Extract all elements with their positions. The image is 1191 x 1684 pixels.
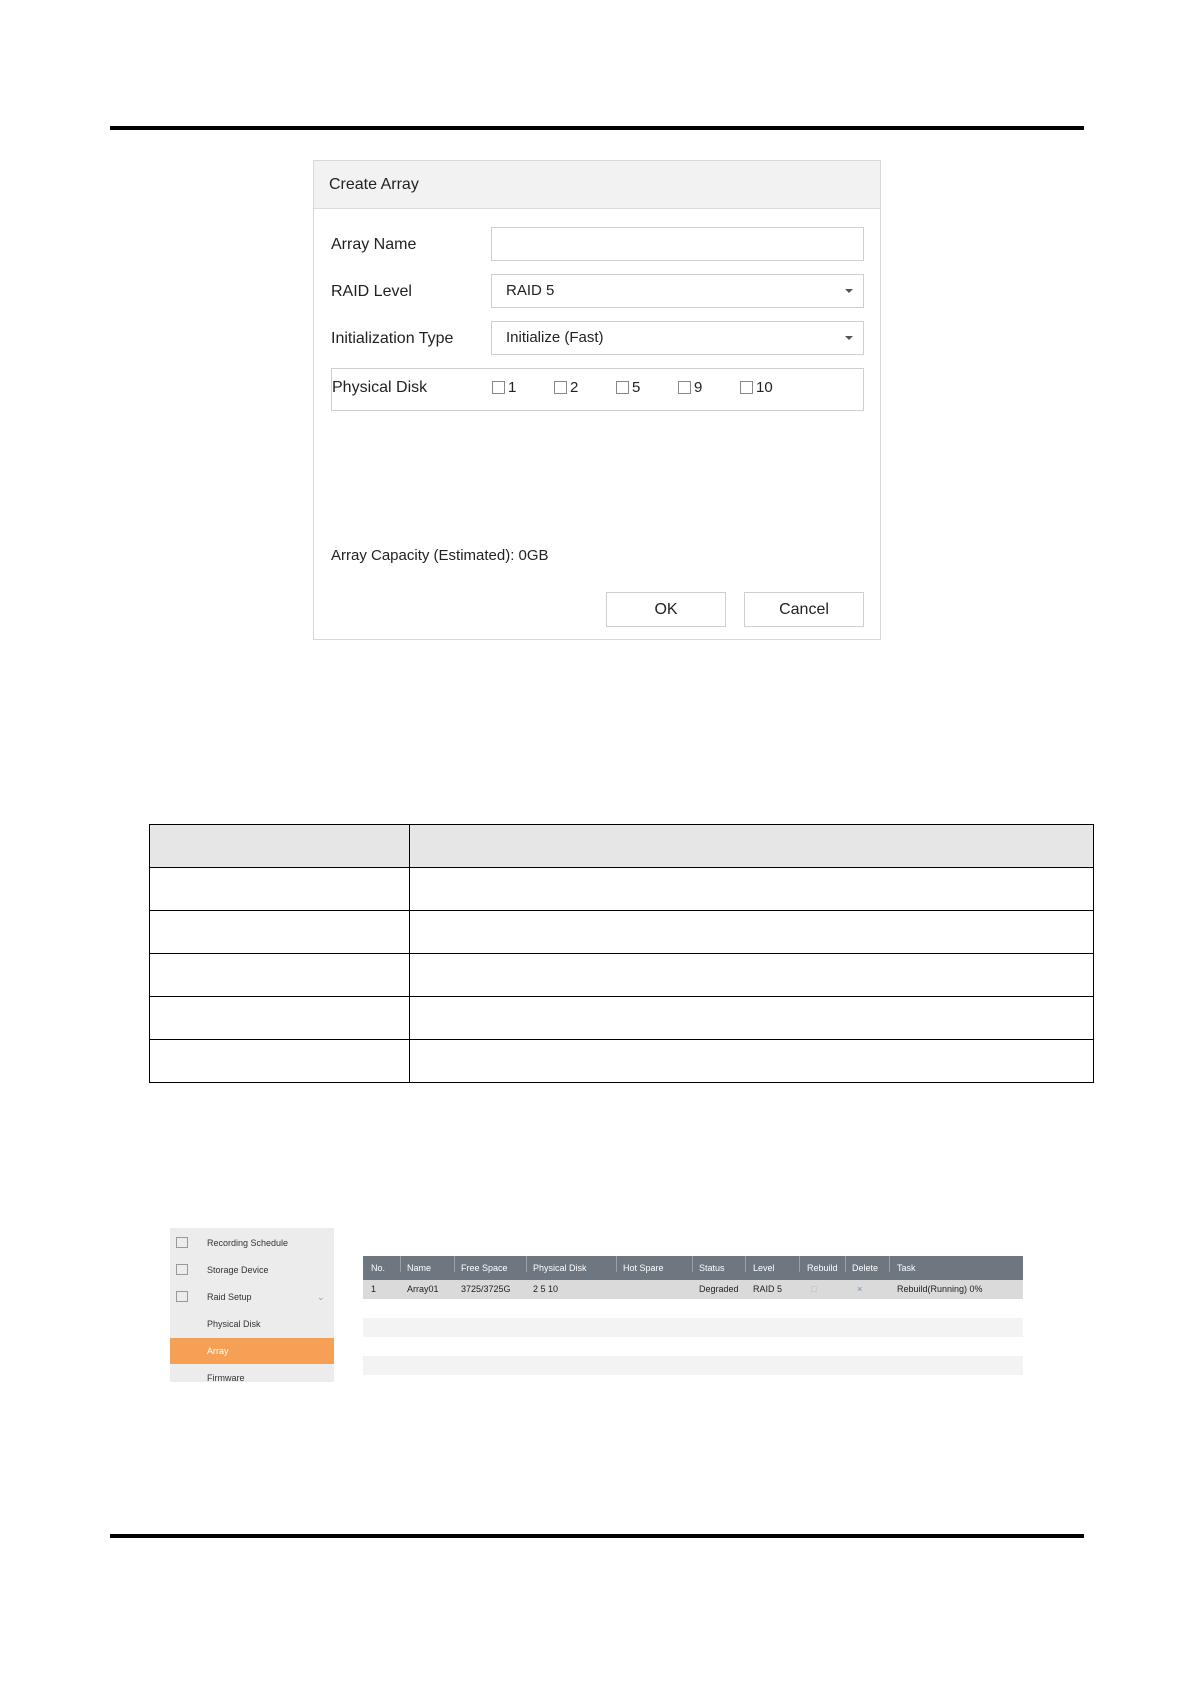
array-table (363, 1256, 1023, 1375)
header-rule (110, 126, 1084, 130)
chevron-down-icon (845, 289, 853, 293)
table-row (150, 868, 1094, 911)
table-row (150, 911, 1094, 954)
column-header: Physical Disk (533, 1263, 587, 1273)
checkbox-icon[interactable] (678, 381, 691, 394)
chevron-down-icon: ⌄ (317, 1292, 325, 1302)
delete-icon[interactable]: × (857, 1284, 863, 1294)
disk-option-10[interactable]: 10 (740, 379, 773, 396)
rebuild-icon[interactable]: □ (811, 1284, 817, 1294)
init-type-value: Initialize (Fast) (506, 329, 604, 346)
table-row (150, 954, 1094, 997)
checkbox-icon[interactable] (492, 381, 505, 394)
column-header: Hot Spare (623, 1263, 664, 1273)
init-type-label: Initialization Type (331, 330, 454, 347)
column-header: Rebuild (807, 1263, 838, 1273)
array-capacity-text: Array Capacity (Estimated): 0GB (331, 547, 549, 564)
column-header: Level (753, 1263, 775, 1273)
table-row (363, 1299, 1023, 1318)
cancel-button[interactable]: Cancel (744, 592, 864, 627)
row-level: RAID 5 (753, 1284, 783, 1294)
ok-button[interactable]: OK (606, 592, 726, 627)
array-name-label: Array Name (331, 236, 417, 253)
checkbox-icon[interactable] (616, 381, 629, 394)
physical-disk-group (331, 368, 864, 411)
column-header: Status (699, 1263, 725, 1273)
footer-rule (110, 1534, 1084, 1538)
disk-option-2[interactable]: 2 (554, 379, 578, 396)
dialog-title: Create Array (314, 161, 880, 209)
grid-icon (176, 1291, 188, 1302)
calendar-icon (176, 1237, 188, 1248)
row-no: 1 (371, 1284, 377, 1294)
checkbox-icon[interactable] (554, 381, 567, 394)
sidebar-item-firmware[interactable]: Firmware (207, 1373, 245, 1382)
table-row (363, 1318, 1023, 1337)
row-task: Rebuild(Running) 0% (897, 1284, 983, 1294)
table-row (363, 1356, 1023, 1375)
sidebar-item-physical-disk[interactable]: Physical Disk (207, 1319, 261, 1329)
array-table-header (363, 1256, 1023, 1280)
storage-sidebar (170, 1228, 334, 1382)
storage-icon (176, 1264, 188, 1275)
sidebar-item-raid-setup[interactable]: Raid Setup ⌄ (170, 1284, 334, 1310)
sidebar-item-recording-schedule[interactable]: Recording Schedule (170, 1230, 334, 1256)
parameter-table (149, 824, 1094, 1083)
array-screen (170, 1228, 1023, 1382)
raid-level-select[interactable] (491, 274, 864, 308)
checkbox-icon[interactable] (740, 381, 753, 394)
sidebar-item-storage-device[interactable]: Storage Device (170, 1257, 334, 1283)
sidebar-item-array[interactable]: Array (170, 1338, 334, 1364)
row-physical-disk: 2 5 10 (533, 1284, 559, 1294)
column-header: Name (407, 1263, 432, 1273)
column-header: Free Space (461, 1263, 508, 1273)
column-header: No. (371, 1263, 386, 1273)
array-name-input[interactable] (491, 227, 864, 261)
row-status: Degraded (699, 1284, 739, 1294)
table-header-row (150, 825, 1094, 868)
table-row (363, 1337, 1023, 1356)
column-header: Task (897, 1263, 916, 1273)
row-name: Array01 (407, 1284, 439, 1294)
disk-option-1[interactable]: 1 (492, 379, 516, 396)
create-array-dialog (313, 160, 881, 640)
table-row (150, 1040, 1094, 1083)
init-type-select[interactable] (491, 321, 864, 355)
raid-level-label: RAID Level (331, 283, 412, 300)
table-row (150, 997, 1094, 1040)
row-free-space: 3725/3725G (461, 1284, 511, 1294)
disk-option-9[interactable]: 9 (678, 379, 702, 396)
column-header: Delete (852, 1263, 879, 1273)
array-row[interactable] (363, 1280, 1023, 1299)
chevron-down-icon (845, 336, 853, 340)
disk-option-5[interactable]: 5 (616, 379, 640, 396)
raid-level-value: RAID 5 (506, 282, 555, 299)
physical-disk-label: Physical Disk (332, 379, 428, 396)
